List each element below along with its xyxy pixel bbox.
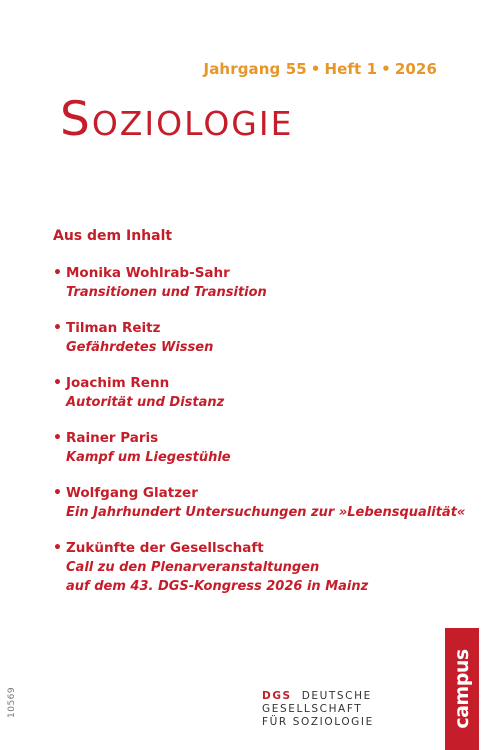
toc-item: [53, 484, 466, 522]
issue-number: Heft 1: [324, 60, 378, 78]
campus-logo: [445, 628, 479, 750]
toc-article-title: Kampf um Liegestühle: [66, 450, 231, 465]
toc-item: [53, 429, 453, 467]
dgs-abbreviation: DGS: [262, 690, 292, 702]
campus-logo-text: campus: [451, 649, 473, 729]
toc-bullet: •: [53, 320, 62, 336]
toc-bullet: •: [53, 485, 62, 501]
toc-author: Wolfgang Glatzer: [66, 485, 198, 501]
toc-item: [53, 319, 453, 357]
toc-bullet: •: [53, 540, 62, 556]
toc-author: Rainer Paris: [66, 430, 159, 446]
toc-heading: Aus dem Inhalt: [53, 228, 173, 244]
toc-item: [53, 539, 453, 596]
dgs-line-2: GESELLSCHAFT: [262, 703, 363, 715]
toc-author: Tilman Reitz: [66, 320, 161, 336]
toc-author: Monika Wohlrab-Sahr: [66, 265, 230, 281]
table-of-contents: [53, 264, 466, 613]
toc-bullet: •: [53, 265, 62, 281]
toc-bullet: •: [53, 430, 62, 446]
dgs-line-3: FÜR SOZIOLOGIE: [262, 716, 374, 728]
issue-separator: •: [310, 60, 321, 78]
dgs-logo: [262, 690, 374, 729]
toc-article-title: Call zu den Plenarveranstaltungen: [66, 560, 320, 575]
dgs-line-1: DEUTSCHE: [301, 690, 372, 702]
toc-item: [53, 374, 453, 412]
journal-title: Soziologie: [60, 92, 294, 147]
isbn-code: 10569: [7, 686, 17, 718]
toc-article-title: Autorität und Distanz: [66, 395, 225, 410]
toc-article-title: Transitionen und Transition: [66, 285, 267, 300]
toc-author: Zukünfte der Gesellschaft: [66, 540, 264, 556]
issue-volume: Jahrgang 55: [203, 60, 307, 78]
toc-article-title: Ein Jahrhundert Untersuchungen zur »Lebensqualität«: [66, 505, 466, 520]
issue-info: [204, 60, 437, 78]
issue-year: 2026: [394, 60, 437, 78]
toc-article-title: auf dem 43. DGS-Kongress 2026 in Mainz: [66, 579, 369, 594]
toc-article-title: Gefährdetes Wissen: [66, 340, 214, 355]
toc-author: Joachim Renn: [66, 375, 170, 391]
toc-item: [53, 264, 453, 302]
toc-bullet: •: [53, 375, 62, 391]
issue-separator: •: [381, 60, 391, 78]
